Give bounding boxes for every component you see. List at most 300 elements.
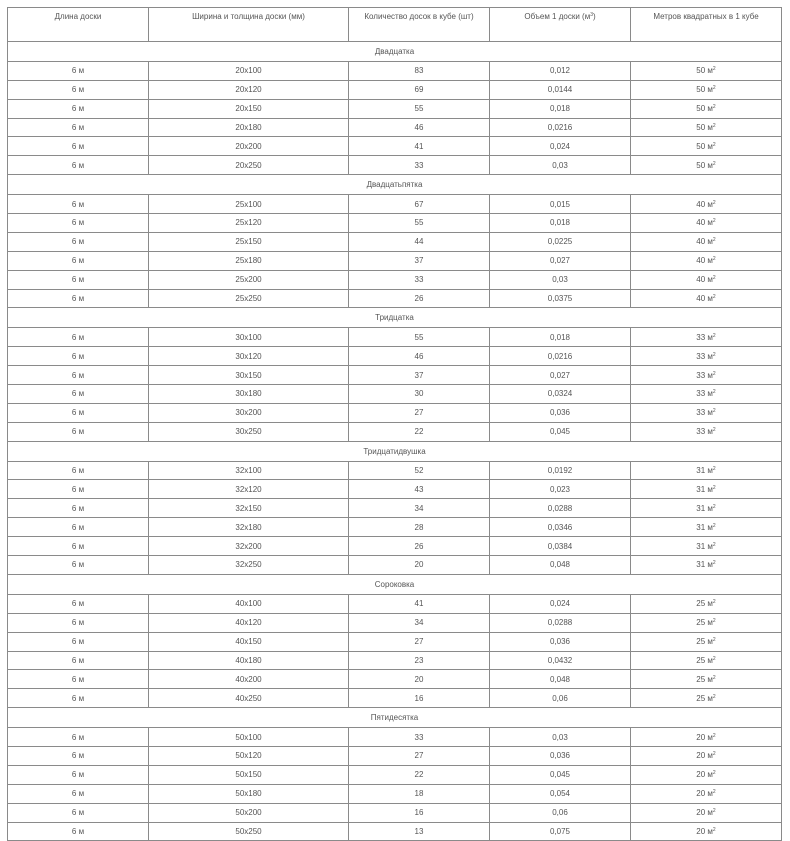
group-row	[8, 308, 782, 328]
cell-count: 27	[349, 403, 490, 422]
area-unit: м	[707, 294, 713, 304]
area-value: 33	[696, 427, 706, 437]
cell-area	[631, 499, 782, 518]
cell-volume: 0,045	[490, 765, 631, 784]
table-row	[8, 99, 782, 118]
cell-size: 20х250	[149, 156, 349, 175]
area-unit-sup: 2	[712, 370, 716, 377]
area-unit-sup: 2	[712, 484, 716, 491]
cell-length: 6 м	[8, 80, 149, 99]
cell-count: 20	[349, 670, 490, 689]
area-value: 20	[696, 751, 706, 761]
cell-size: 50х200	[149, 803, 349, 822]
cell-volume: 0,024	[490, 137, 631, 156]
area-unit-sup: 2	[712, 770, 716, 777]
area-value: 40	[696, 199, 706, 209]
cell-size: 30х120	[149, 347, 349, 366]
header-volume-text: Объем 1 доски (м	[524, 12, 591, 21]
area-unit: м	[707, 503, 713, 513]
cell-size: 40х150	[149, 632, 349, 651]
cell-volume: 0,0288	[490, 499, 631, 518]
area-unit: м	[707, 693, 713, 703]
cell-area	[631, 289, 782, 308]
cell-volume: 0,03	[490, 156, 631, 175]
area-unit: м	[707, 674, 713, 684]
area-unit-sup: 2	[712, 618, 716, 625]
area-unit: м	[707, 655, 713, 665]
area-unit: м	[707, 466, 713, 476]
area-value: 20	[696, 732, 706, 742]
cell-length: 6 м	[8, 347, 149, 366]
cell-volume: 0,06	[490, 689, 631, 708]
area-unit-sup: 2	[712, 751, 716, 758]
area-value: 25	[696, 655, 706, 665]
cell-length: 6 м	[8, 746, 149, 765]
cell-size: 50х250	[149, 822, 349, 841]
area-unit-sup: 2	[712, 85, 716, 92]
table-row	[8, 422, 782, 441]
area-value: 50	[696, 160, 706, 170]
cell-volume: 0,045	[490, 422, 631, 441]
area-unit: м	[707, 751, 713, 761]
cell-area	[631, 613, 782, 632]
cell-size: 25х250	[149, 289, 349, 308]
area-unit: м	[707, 66, 713, 76]
header-area: Метров квадратных в 1 кубе	[631, 8, 782, 42]
cell-area	[631, 480, 782, 499]
area-value: 40	[696, 275, 706, 285]
cell-count: 55	[349, 214, 490, 233]
cell-size: 50х120	[149, 746, 349, 765]
cell-count: 83	[349, 61, 490, 80]
cell-size: 50х150	[149, 765, 349, 784]
area-unit-sup: 2	[712, 560, 716, 567]
cell-count: 52	[349, 461, 490, 480]
area-value: 40	[696, 218, 706, 228]
cell-length: 6 м	[8, 232, 149, 251]
area-unit: м	[707, 370, 713, 380]
cell-size: 32х180	[149, 518, 349, 537]
cell-volume: 0,06	[490, 803, 631, 822]
area-unit: м	[707, 560, 713, 570]
area-value: 33	[696, 408, 706, 418]
area-unit: м	[707, 160, 713, 170]
area-unit-sup: 2	[712, 389, 716, 396]
area-unit-sup: 2	[712, 351, 716, 358]
cell-area	[631, 728, 782, 747]
cell-volume: 0,054	[490, 784, 631, 803]
cell-length: 6 м	[8, 289, 149, 308]
area-value: 20	[696, 770, 706, 780]
cell-length: 6 м	[8, 137, 149, 156]
table-row	[8, 518, 782, 537]
area-value: 20	[696, 808, 706, 818]
cell-size: 20х100	[149, 61, 349, 80]
cell-volume: 0,012	[490, 61, 631, 80]
cell-count: 33	[349, 156, 490, 175]
group-row	[8, 441, 782, 461]
cell-size: 40х250	[149, 689, 349, 708]
area-unit-sup: 2	[712, 294, 716, 301]
cell-length: 6 м	[8, 765, 149, 784]
cell-count: 41	[349, 137, 490, 156]
area-unit-sup: 2	[712, 808, 716, 815]
cell-volume: 0,018	[490, 99, 631, 118]
cell-volume: 0,036	[490, 632, 631, 651]
cell-area	[631, 99, 782, 118]
area-unit-sup: 2	[712, 599, 716, 606]
area-unit: м	[707, 826, 713, 836]
table-row	[8, 822, 782, 841]
cell-volume: 0,0192	[490, 461, 631, 480]
area-value: 25	[696, 693, 706, 703]
table-row	[8, 403, 782, 422]
cell-length: 6 м	[8, 61, 149, 80]
area-value: 40	[696, 294, 706, 304]
area-value: 50	[696, 141, 706, 151]
area-value: 33	[696, 389, 706, 399]
cell-volume: 0,0144	[490, 80, 631, 99]
cell-length: 6 м	[8, 251, 149, 270]
cell-area	[631, 803, 782, 822]
cell-count: 44	[349, 232, 490, 251]
cell-area	[631, 80, 782, 99]
area-unit: м	[707, 484, 713, 494]
header-length: Длина доски	[8, 8, 149, 42]
cell-area	[631, 118, 782, 137]
table-row	[8, 289, 782, 308]
cell-length: 6 м	[8, 784, 149, 803]
cell-area	[631, 784, 782, 803]
cell-length: 6 м	[8, 480, 149, 499]
area-value: 25	[696, 618, 706, 628]
area-unit-sup: 2	[712, 466, 716, 473]
cell-count: 37	[349, 251, 490, 270]
group-title: Пятидесятка	[8, 708, 782, 728]
cell-count: 69	[349, 80, 490, 99]
cell-size: 40х180	[149, 651, 349, 670]
cell-size: 30х200	[149, 403, 349, 422]
group-row	[8, 42, 782, 62]
table-row	[8, 251, 782, 270]
cell-size: 25х150	[149, 232, 349, 251]
cell-size: 30х180	[149, 385, 349, 404]
cell-length: 6 м	[8, 670, 149, 689]
area-value: 40	[696, 237, 706, 247]
area-unit-sup: 2	[712, 237, 716, 244]
cell-count: 27	[349, 632, 490, 651]
area-unit-sup: 2	[712, 332, 716, 339]
cell-volume: 0,036	[490, 403, 631, 422]
cell-area	[631, 537, 782, 556]
cell-area	[631, 670, 782, 689]
cell-length: 6 м	[8, 728, 149, 747]
cell-area	[631, 651, 782, 670]
area-unit: м	[707, 218, 713, 228]
cell-count: 22	[349, 422, 490, 441]
cell-length: 6 м	[8, 537, 149, 556]
group-title: Тридцатка	[8, 308, 782, 328]
cell-area	[631, 232, 782, 251]
header-volume-sup: 3	[590, 12, 593, 18]
table-row	[8, 651, 782, 670]
area-value: 25	[696, 599, 706, 609]
cell-size: 40х120	[149, 613, 349, 632]
cell-volume: 0,0384	[490, 537, 631, 556]
cell-count: 16	[349, 803, 490, 822]
area-unit: м	[707, 85, 713, 95]
table-row	[8, 632, 782, 651]
area-value: 31	[696, 541, 706, 551]
cell-volume: 0,0432	[490, 651, 631, 670]
cell-area	[631, 347, 782, 366]
area-value: 20	[696, 826, 706, 836]
cell-length: 6 м	[8, 385, 149, 404]
cell-count: 28	[349, 518, 490, 537]
cell-size: 25х100	[149, 195, 349, 214]
cell-count: 33	[349, 270, 490, 289]
area-unit: м	[707, 256, 713, 266]
table-row	[8, 556, 782, 575]
cell-length: 6 м	[8, 366, 149, 385]
cell-size: 32х250	[149, 556, 349, 575]
area-value: 50	[696, 66, 706, 76]
area-unit-sup: 2	[712, 160, 716, 167]
cell-count: 37	[349, 366, 490, 385]
cell-size: 32х150	[149, 499, 349, 518]
table-row	[8, 728, 782, 747]
cell-count: 46	[349, 118, 490, 137]
cell-length: 6 м	[8, 499, 149, 518]
area-unit: м	[707, 237, 713, 247]
cell-length: 6 м	[8, 270, 149, 289]
area-unit-sup: 2	[712, 199, 716, 206]
cell-size: 32х120	[149, 480, 349, 499]
cell-volume: 0,048	[490, 670, 631, 689]
cell-size: 50х180	[149, 784, 349, 803]
area-value: 31	[696, 466, 706, 476]
cell-area	[631, 822, 782, 841]
area-value: 31	[696, 503, 706, 513]
cell-length: 6 м	[8, 195, 149, 214]
table-row	[8, 499, 782, 518]
cell-size: 32х100	[149, 461, 349, 480]
area-unit-sup: 2	[712, 218, 716, 225]
table-row	[8, 156, 782, 175]
cell-size: 40х200	[149, 670, 349, 689]
cell-area	[631, 137, 782, 156]
cell-volume: 0,075	[490, 822, 631, 841]
area-unit: м	[707, 141, 713, 151]
cell-size: 25х120	[149, 214, 349, 233]
table-row	[8, 784, 782, 803]
cell-length: 6 м	[8, 632, 149, 651]
table-row	[8, 232, 782, 251]
area-value: 50	[696, 123, 706, 132]
cell-size: 30х150	[149, 366, 349, 385]
cell-length: 6 м	[8, 422, 149, 441]
area-unit: м	[707, 123, 713, 132]
area-unit: м	[707, 789, 713, 799]
cell-size: 20х150	[149, 99, 349, 118]
cell-size: 40х100	[149, 594, 349, 613]
cell-count: 46	[349, 347, 490, 366]
cell-size: 30х250	[149, 422, 349, 441]
area-value: 33	[696, 351, 706, 361]
area-unit-sup: 2	[712, 123, 716, 129]
table-row	[8, 594, 782, 613]
area-unit: м	[707, 408, 713, 418]
area-unit: м	[707, 618, 713, 628]
header-size: Ширина и толщина доски (мм)	[149, 8, 349, 42]
cell-area	[631, 328, 782, 347]
area-unit-sup: 2	[712, 541, 716, 548]
header-volume-close: )	[592, 12, 596, 21]
cell-area	[631, 746, 782, 765]
cell-count: 26	[349, 537, 490, 556]
area-unit-sup: 2	[712, 427, 716, 434]
cell-size: 32х200	[149, 537, 349, 556]
cell-volume: 0,0216	[490, 347, 631, 366]
cell-volume: 0,015	[490, 195, 631, 214]
table-row	[8, 746, 782, 765]
cell-area	[631, 214, 782, 233]
area-unit: м	[707, 599, 713, 609]
cell-length: 6 м	[8, 214, 149, 233]
table-row	[8, 195, 782, 214]
cell-count: 22	[349, 765, 490, 784]
table-row	[8, 670, 782, 689]
cell-volume: 0,027	[490, 251, 631, 270]
cell-area	[631, 385, 782, 404]
cell-volume: 0,03	[490, 270, 631, 289]
cell-length: 6 м	[8, 118, 149, 137]
table-row	[8, 765, 782, 784]
area-unit: м	[707, 199, 713, 209]
cell-length: 6 м	[8, 594, 149, 613]
group-row	[8, 574, 782, 594]
board-volume-table	[7, 7, 782, 841]
cell-volume: 0,024	[490, 594, 631, 613]
table-row	[8, 347, 782, 366]
cell-length: 6 м	[8, 689, 149, 708]
cell-length: 6 м	[8, 613, 149, 632]
cell-length: 6 м	[8, 403, 149, 422]
area-unit-sup: 2	[712, 104, 716, 111]
cell-length: 6 м	[8, 99, 149, 118]
cell-count: 26	[349, 289, 490, 308]
cell-length: 6 м	[8, 803, 149, 822]
cell-volume: 0,018	[490, 214, 631, 233]
area-unit: м	[707, 541, 713, 551]
area-unit-sup: 2	[712, 275, 716, 282]
cell-count: 33	[349, 728, 490, 747]
cell-count: 34	[349, 499, 490, 518]
cell-volume: 0,03	[490, 728, 631, 747]
cell-length: 6 м	[8, 461, 149, 480]
area-unit: м	[707, 808, 713, 818]
cell-count: 67	[349, 195, 490, 214]
cell-area	[631, 518, 782, 537]
table-row	[8, 613, 782, 632]
area-unit-sup: 2	[712, 408, 716, 415]
area-unit: м	[707, 275, 713, 285]
area-unit: м	[707, 351, 713, 361]
cell-count: 30	[349, 385, 490, 404]
group-title: Двадцатка	[8, 42, 782, 62]
header-count: Количество досок в кубе (шт)	[349, 8, 490, 42]
area-value: 31	[696, 560, 706, 570]
area-unit-sup: 2	[712, 256, 716, 263]
area-unit: м	[707, 427, 713, 437]
cell-area	[631, 689, 782, 708]
cell-volume: 0,018	[490, 328, 631, 347]
cell-area	[631, 765, 782, 784]
group-row	[8, 175, 782, 195]
table-row	[8, 270, 782, 289]
cell-area	[631, 594, 782, 613]
cell-volume: 0,048	[490, 556, 631, 575]
area-value: 33	[696, 370, 706, 380]
cell-area	[631, 270, 782, 289]
cell-volume: 0,0346	[490, 518, 631, 537]
area-value: 50	[696, 104, 706, 114]
cell-size: 50х100	[149, 728, 349, 747]
cell-volume: 0,036	[490, 746, 631, 765]
cell-volume: 0,0288	[490, 613, 631, 632]
table-row	[8, 385, 782, 404]
cell-count: 18	[349, 784, 490, 803]
table-row	[8, 328, 782, 347]
area-unit-sup: 2	[712, 503, 716, 510]
cell-length: 6 м	[8, 156, 149, 175]
area-unit: м	[707, 522, 713, 532]
table-row	[8, 118, 782, 137]
table-row	[8, 61, 782, 80]
group-row	[8, 708, 782, 728]
area-value: 20	[696, 789, 706, 799]
cell-count: 55	[349, 328, 490, 347]
header-row	[8, 8, 782, 42]
table-row	[8, 80, 782, 99]
cell-area	[631, 195, 782, 214]
cell-count: 23	[349, 651, 490, 670]
cell-area	[631, 251, 782, 270]
cell-area	[631, 366, 782, 385]
header-volume	[490, 8, 631, 42]
cell-length: 6 м	[8, 556, 149, 575]
cell-count: 27	[349, 746, 490, 765]
group-title: Двадцатьпятка	[8, 175, 782, 195]
table-row	[8, 137, 782, 156]
cell-count: 55	[349, 99, 490, 118]
cell-size: 20х120	[149, 80, 349, 99]
cell-count: 16	[349, 689, 490, 708]
table-row	[8, 803, 782, 822]
area-unit-sup: 2	[712, 674, 716, 681]
area-unit: м	[707, 332, 713, 342]
area-unit-sup: 2	[712, 693, 716, 700]
area-unit-sup: 2	[712, 637, 716, 644]
table-row	[8, 461, 782, 480]
area-value: 50	[696, 85, 706, 95]
table-body	[8, 42, 782, 841]
cell-count: 13	[349, 822, 490, 841]
area-unit-sup: 2	[712, 141, 716, 148]
cell-volume: 0,0216	[490, 118, 631, 137]
cell-count: 43	[349, 480, 490, 499]
cell-area	[631, 422, 782, 441]
